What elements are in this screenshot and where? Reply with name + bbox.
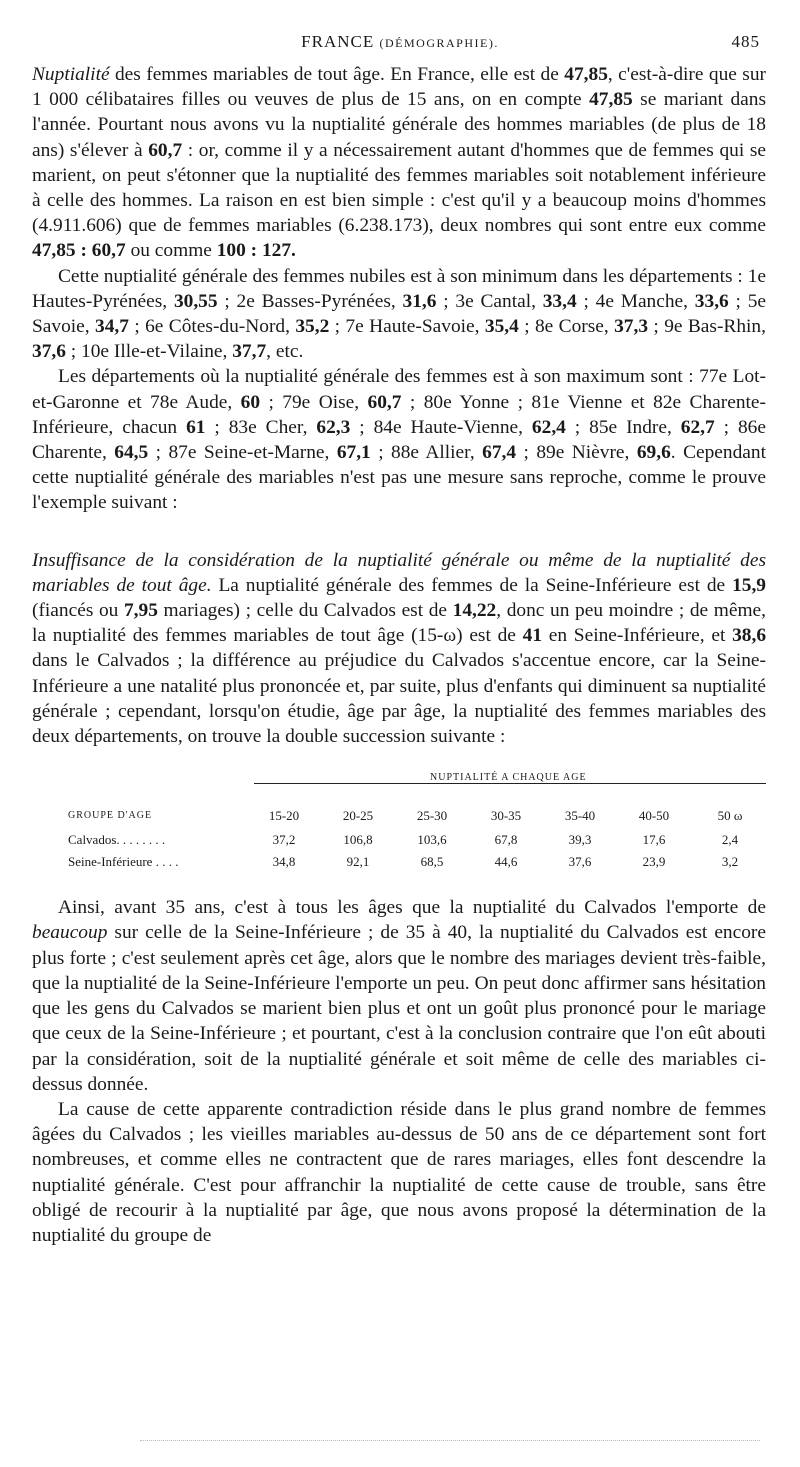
table-cell: 37,6	[568, 854, 592, 870]
text-span: , c'est-à-dire que sur 1 000 célibataires filles ou veuves de plus de 15 ans, on en compte	[32, 64, 766, 111]
paragraph-3	[32, 364, 766, 515]
text-span: : or, comme il y a nécessairement autant d'hommes que de femmes qui se marient, on peut s'étonner que la nuptialité des femmes mariables soit notablement inférieure à celle des hommes. La raison en est bien simple : c'est qu'il y a beaucoup moins d'hommes (4.911.606) que de femmes mariables (6.238.173), deux nombres qui sont entre eux comme	[32, 139, 767, 237]
table-cell: 106,8	[343, 832, 373, 848]
text-span: ; 80e Yonne ; 81e Vienne et 82e Charente-Inférieure, chacun	[32, 391, 766, 438]
text-span: (fiancés ou	[32, 600, 124, 622]
text-span: ; 89e Nièvre,	[516, 442, 637, 464]
text-span: ; 7e Haute-Savoie,	[329, 316, 485, 338]
age-group-header: 40-50	[638, 808, 670, 824]
text-span: ; 88e Allier,	[370, 442, 483, 464]
value-bold: 60,7	[148, 139, 183, 161]
table-caption: NUPTIALITÉ A CHAQUE AGE	[430, 772, 587, 784]
text-span: ; 9e Bas-Rhin,	[648, 316, 766, 338]
value-bold: 47,85 : 60,7	[32, 240, 126, 262]
table-cell: 44,6	[494, 854, 518, 870]
row-label: Seine-Inférieure . . . .	[68, 854, 179, 870]
age-group-header: 25-30	[416, 808, 448, 824]
section-heading-italic: Insuffisance de la considération de la nuptialité générale ou même de la nuptialité des mariables de tout âge.	[32, 549, 766, 596]
value-bold: 37,3	[614, 316, 649, 338]
text-span: ; 83e Cher,	[205, 416, 317, 438]
value-bold: 41	[522, 625, 543, 647]
text-span: Cette nuptialité générale des femmes nubiles est à son minimum dans les départements : 1e Hautes-Pyrénées,	[32, 265, 766, 312]
text-span: ; 8e Corse,	[518, 316, 615, 338]
nuptiality-table	[32, 757, 766, 885]
text-span: en Seine-Inférieure, et	[542, 625, 733, 647]
term-nuptialite: Nuptialité	[32, 64, 110, 85]
value-bold: 60	[240, 391, 261, 413]
value-bold: 35,2	[295, 316, 330, 338]
text-span: mariages) ; celle du Calvados est de	[157, 600, 453, 622]
value-bold: 60,7	[367, 391, 402, 413]
table-cell: 39,3	[568, 832, 592, 848]
text-span: ; 5e Savoie,	[32, 290, 766, 338]
value-bold: 35,4	[484, 316, 519, 338]
text-span: ; 84e Haute-Vienne,	[350, 416, 532, 438]
text-span: La cause de cette apparente contradiction réside dans le plus grand nombre de femmes âgées du Calvados ; les vieilles mariables au-dessus de 50 ans de ce département sont fort nombreuses, et comme elles ne contractent que de rares mariages, elles font descendre la nuptialité générale. C'est pour affranchir la nuptialité de cette cause de trouble, sans être obligé de recourir à la nuptialité par âge, que nous avons proposé la détermination de la nuptialité du groupe de	[32, 1098, 766, 1246]
text-span: sur celle de la Seine-Inférieure ; de 35 à 40, la nuptialité du Calvados est encore plus forte ; c'est seulement après cet âge, alors que le nombre des mariages devient très-faible, que la nuptialité de la Seine-Inférieure l'emporte un peu. On peut donc affirmer sans hésitation que les gens du Calvados se marient bien plus et ont un goût plus prononcé pour le mariage que ceux de la Seine-Inférieure ; et pourtant, c'est à la conclusion contraire que l'on eût abouti par la considération, soit de la nuptialité générale et soit même de celle des mariables ci-dessus donnée.	[32, 922, 766, 1095]
table-rule	[254, 783, 766, 784]
running-title-main: FRANCE	[301, 32, 375, 51]
value-bold: 33,4	[542, 290, 577, 312]
text-span: La nuptialité générale des femmes de la Seine-Inférieure est de	[211, 574, 733, 596]
value-bold: 61	[186, 416, 206, 438]
value-bold: 47,85	[564, 64, 608, 85]
table-cell: 34,8	[272, 854, 296, 870]
age-group-header: 35-40	[564, 808, 596, 824]
running-title	[30, 32, 770, 52]
text-span: , etc.	[266, 341, 304, 363]
bottom-dotted-rule	[140, 1440, 760, 1442]
value-bold: 14,22	[452, 600, 497, 622]
value-bold: 15,9	[732, 574, 766, 596]
table-cell: 67,8	[494, 832, 518, 848]
text-span: . Cependant cette nuptialité générale des mariables n'est pas une mesure sans reproche, comme le prouve l'exemple suivant :	[32, 442, 766, 514]
value-bold: 37,7	[232, 341, 267, 363]
running-title-sub: (DÉMOGRAPHIE).	[379, 36, 499, 50]
text-span: ; 6e Côtes-du-Nord,	[128, 316, 296, 338]
paragraph-1	[32, 62, 766, 264]
paragraph-6	[32, 1097, 766, 1248]
value-bold: 30,55	[173, 290, 218, 312]
value-bold: 67,4	[482, 442, 517, 464]
table-cell: 68,5	[420, 854, 444, 870]
text-span: ; 10e Ille-et-Vilaine,	[65, 341, 233, 363]
text-span: ; 86e Charente,	[32, 416, 766, 464]
table-cell: 103,6	[417, 832, 447, 848]
table-cell: 2,4	[721, 832, 739, 848]
age-group-header: 30-35	[490, 808, 522, 824]
value-bold: 64,5	[114, 442, 149, 464]
text-span: , donc un peu moindre ; de même, la nuptialité des femmes mariables de tout âge (15-ω) est de	[32, 600, 766, 647]
text-span: ; 87e Seine-et-Marne,	[148, 442, 337, 464]
running-header	[30, 32, 770, 56]
text-span: Ainsi, avant 35 ans, c'est à tous les âges que la nuptialité du Calvados l'emporte de	[58, 897, 766, 919]
value-bold: 31,6	[402, 290, 437, 312]
table-cell: 3,2	[721, 854, 739, 870]
body-text	[32, 62, 766, 1248]
value-bold: 62,3	[316, 416, 351, 438]
table-group-label: GROUPE D'AGE	[68, 810, 153, 822]
value-bold: 100 : 127.	[216, 240, 296, 262]
value-bold: 67,1	[336, 442, 371, 464]
text-span: ; 79e Oise,	[260, 391, 368, 413]
text-span: ; 4e Manche,	[576, 290, 695, 312]
table-cell: 23,9	[642, 854, 666, 870]
text-span: ; 85e Indre,	[565, 416, 681, 438]
value-bold: 62,7	[680, 416, 715, 438]
text-span: des femmes mariables de tout âge. En France, elle est de	[109, 64, 565, 85]
table-cell: 17,6	[642, 832, 666, 848]
value-bold: 47,85	[589, 89, 633, 111]
text-span: Les départements où la nuptialité générale des femmes est à son maximum sont : 77e Lot-et-Garonne et 78e Aude,	[32, 366, 766, 413]
text-span: se mariant dans l'année. Pourtant nous avons vu la nuptialité générale des hommes mariables (de plus de 18 ans) s'élever à	[32, 89, 766, 161]
paragraph-4	[32, 548, 766, 750]
emphasis-italic: beaucoup	[32, 922, 108, 944]
table-cell: 92,1	[346, 854, 370, 870]
value-bold: 62,4	[531, 416, 566, 438]
age-group-header: 50 ω	[717, 808, 743, 824]
age-group-header: 15-20	[268, 808, 300, 824]
paragraph-5	[32, 895, 766, 1097]
value-bold: 34,7	[95, 316, 129, 338]
value-bold: 38,6	[732, 625, 767, 647]
value-bold: 69,6	[636, 442, 671, 464]
text-span: dans le Calvados ; la différence au préjudice du Calvados s'accentue encore, car la Seine-Inférieure a une natalité plus prononcée et, par suite, plus d'enfants qui diminuent sa nuptialité générale ; cependant, lorsqu'on étudie, âge par âge, la nuptialité des femmes mariables des deux départements, on trouve la double succession suivante :	[32, 650, 766, 748]
text-span: ou comme	[125, 240, 217, 262]
row-label: Calvados. . . . . . . .	[68, 832, 166, 848]
value-bold: 7,95	[123, 600, 158, 622]
value-bold: 37,6	[32, 341, 66, 363]
age-group-header: 20-25	[342, 808, 374, 824]
paragraph-2	[32, 264, 766, 365]
text-span: ; 2e Basses-Pyrénées,	[217, 290, 403, 312]
page-number: 485	[731, 32, 760, 51]
table-cell: 37,2	[272, 832, 296, 848]
value-bold: 33,6	[694, 290, 729, 312]
text-span: ; 3e Cantal,	[436, 290, 543, 312]
